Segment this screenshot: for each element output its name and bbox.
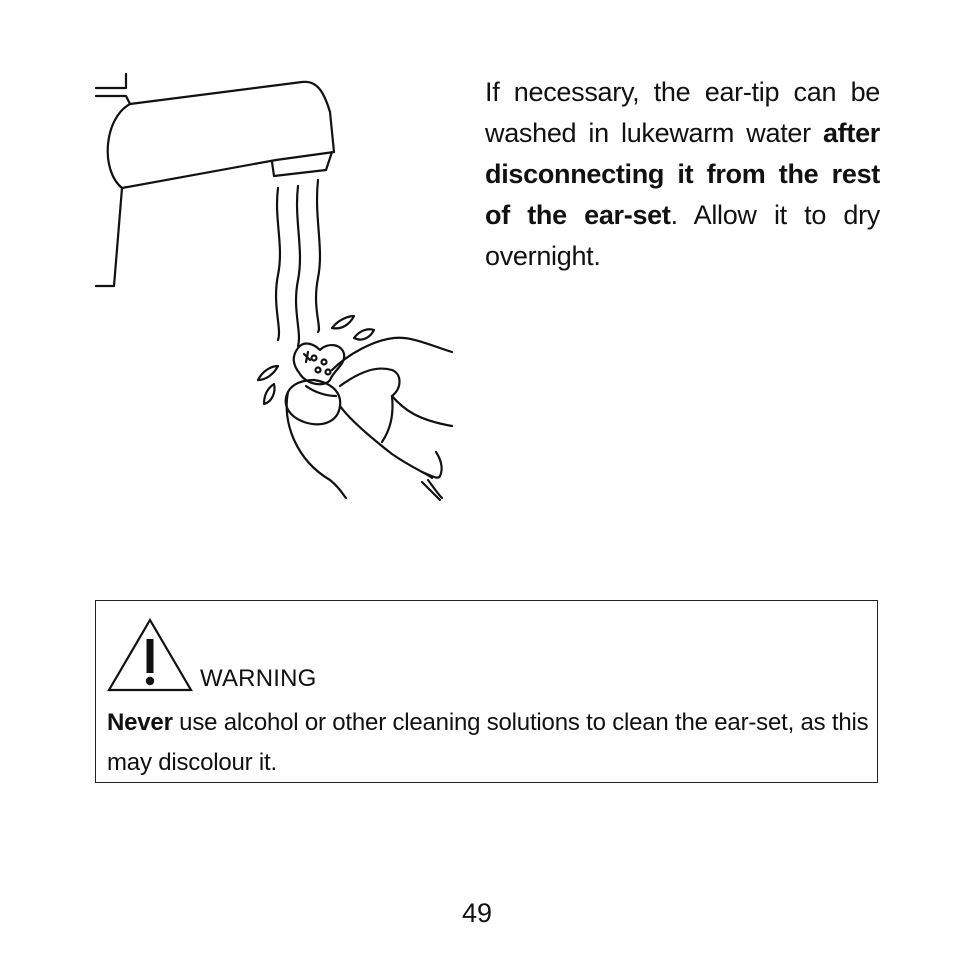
warning-text-rest: use alcohol or other cleaning solutions to clean the ear-set, as this may discolour it. <box>107 709 869 776</box>
water-stream-icon <box>276 180 320 346</box>
washing-ear-tip-illustration <box>92 70 460 502</box>
warning-label: WARNING <box>200 665 317 692</box>
hand-icon <box>286 338 452 500</box>
instruction-paragraph <box>485 72 880 277</box>
warning-text-bold: Never <box>107 709 173 736</box>
instruction-text-after: . Allow it to dry overnight. <box>485 200 880 271</box>
warning-text <box>107 703 873 783</box>
faucet-icon <box>96 74 334 286</box>
instruction-text-bold: after disconnecting it from the rest of the ear-set <box>485 118 880 230</box>
page-number: 49 <box>461 898 493 928</box>
warning-header <box>106 615 317 693</box>
warning-box <box>95 600 878 783</box>
ear-tip-icon <box>294 344 344 385</box>
warning-triangle-icon <box>106 617 194 693</box>
instruction-text-before: If necessary, the ear-tip can be washed in lukewarm water <box>485 77 880 148</box>
